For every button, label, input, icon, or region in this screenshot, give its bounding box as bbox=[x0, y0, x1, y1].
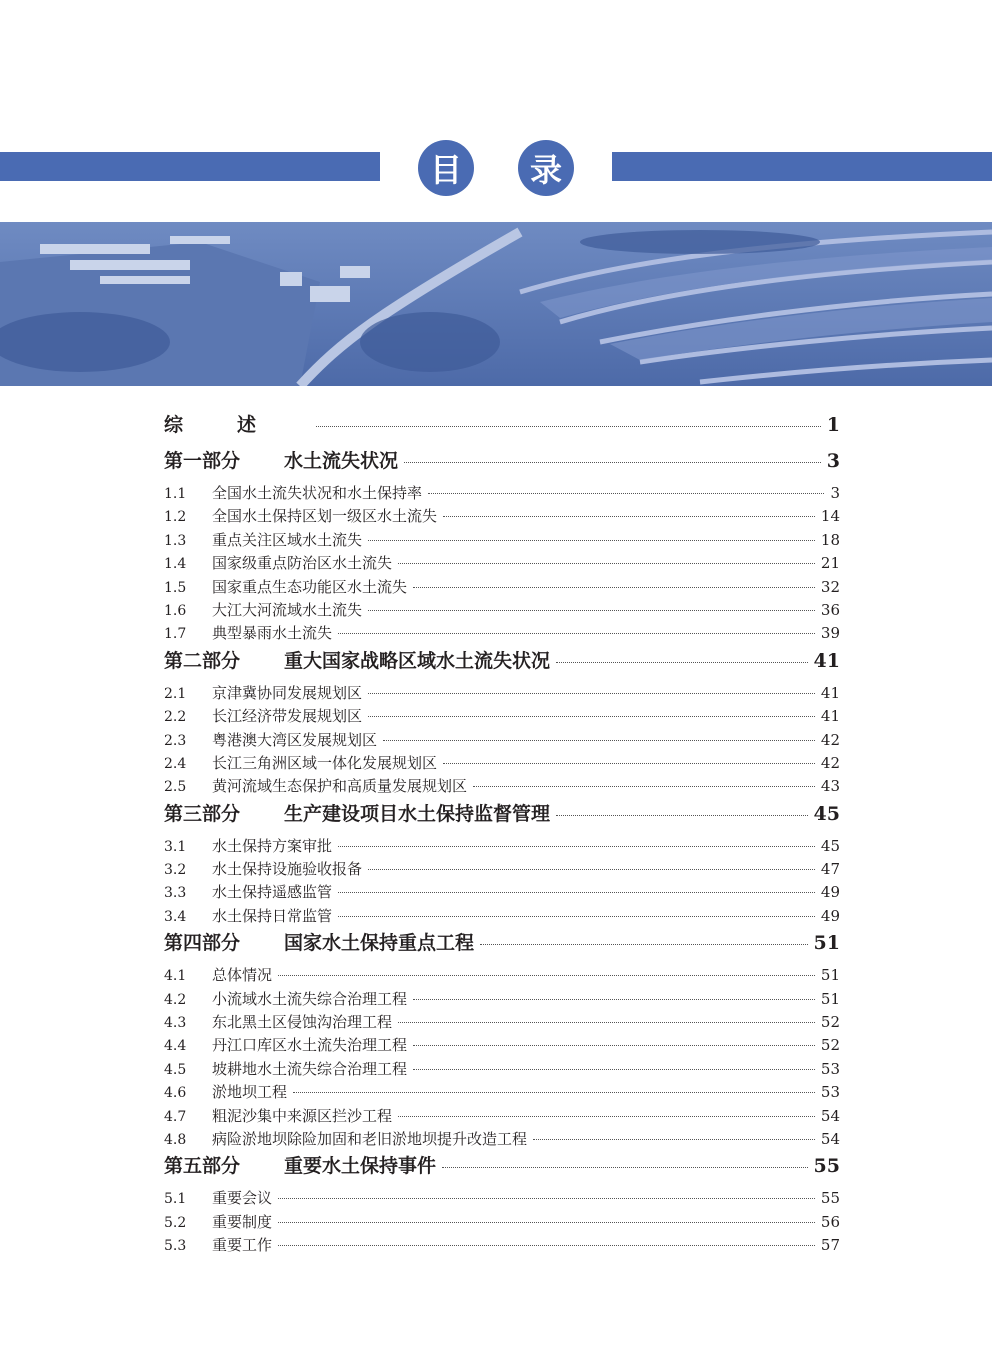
toc-page-number: 21 bbox=[820, 554, 840, 573]
toc-item-title: 淤地坝工程 bbox=[212, 1083, 288, 1102]
toc-item[interactable] bbox=[164, 775, 840, 798]
dot-leader bbox=[316, 426, 821, 427]
dot-leader bbox=[338, 846, 815, 847]
toc-part-title: 重要水土保持事件 bbox=[284, 1155, 437, 1178]
toc-item-title: 国家级重点防治区水土流失 bbox=[212, 554, 393, 573]
toc-item-number: 4.2 bbox=[164, 991, 187, 1008]
toc-part[interactable] bbox=[164, 928, 840, 964]
toc-item[interactable] bbox=[164, 529, 840, 552]
toc-item-title: 重要会议 bbox=[212, 1189, 273, 1208]
toc-item-number: 4.4 bbox=[164, 1038, 187, 1055]
toc-part-number: 第二部分 bbox=[164, 649, 241, 672]
toc-page-number: 1 bbox=[826, 414, 840, 436]
toc-item[interactable] bbox=[164, 1187, 840, 1210]
toc-overview-label: 综述 bbox=[164, 414, 311, 436]
toc-item-title: 长江经济带发展规划区 bbox=[212, 707, 363, 726]
toc-item[interactable] bbox=[164, 1081, 840, 1104]
toc-item[interactable] bbox=[164, 576, 840, 599]
toc-item-number: 4.5 bbox=[164, 1061, 187, 1078]
toc-item-number: 1.5 bbox=[164, 579, 187, 596]
toc-item-number: 5.1 bbox=[164, 1191, 187, 1208]
toc-item-title: 小流域水土流失综合治理工程 bbox=[212, 989, 408, 1008]
toc-part-title: 重大国家战略区域水土流失状况 bbox=[284, 649, 551, 672]
toc-item[interactable] bbox=[164, 835, 840, 858]
toc-item-number: 3.3 bbox=[164, 885, 187, 902]
dot-leader bbox=[368, 540, 815, 541]
toc-item[interactable] bbox=[164, 881, 840, 904]
dot-leader bbox=[338, 916, 815, 917]
toc-item[interactable] bbox=[164, 552, 840, 575]
toc-item-number: 1.2 bbox=[164, 509, 187, 526]
table-of-contents bbox=[164, 410, 840, 1258]
toc-item-title: 水土保持方案审批 bbox=[212, 836, 333, 855]
toc-item-title: 病险淤地坝除险加固和老旧淤地坝提升改造工程 bbox=[212, 1129, 528, 1148]
toc-page-number: 18 bbox=[820, 530, 840, 549]
toc-item[interactable] bbox=[164, 1011, 840, 1034]
dot-leader bbox=[398, 563, 815, 564]
toc-item-number: 4.6 bbox=[164, 1085, 187, 1102]
toc-part[interactable] bbox=[164, 646, 840, 682]
title-char-1: 目 bbox=[418, 140, 474, 196]
dot-leader bbox=[278, 1222, 815, 1223]
toc-item-number: 4.3 bbox=[164, 1015, 187, 1032]
toc-item[interactable] bbox=[164, 858, 840, 881]
toc-item[interactable] bbox=[164, 964, 840, 987]
toc-item-number: 1.6 bbox=[164, 602, 187, 619]
toc-page-number: 53 bbox=[820, 1059, 840, 1078]
toc-item-number: 4.7 bbox=[164, 1108, 187, 1125]
toc-part[interactable] bbox=[164, 1151, 840, 1187]
toc-part-number: 第五部分 bbox=[164, 1155, 241, 1178]
toc-page-number: 49 bbox=[820, 906, 840, 925]
toc-page-number: 41 bbox=[820, 707, 840, 726]
dot-leader bbox=[556, 662, 808, 663]
dot-leader bbox=[413, 1045, 815, 1046]
toc-item[interactable] bbox=[164, 752, 840, 775]
toc-page-number: 41 bbox=[813, 649, 840, 672]
toc-part[interactable] bbox=[164, 446, 840, 482]
toc-page-number: 49 bbox=[820, 883, 840, 902]
dot-leader bbox=[278, 1198, 815, 1199]
toc-page-number: 51 bbox=[820, 989, 840, 1008]
toc-page-number: 55 bbox=[813, 1155, 840, 1178]
toc-page-number: 54 bbox=[820, 1106, 840, 1125]
toc-page-number: 43 bbox=[820, 777, 840, 796]
toc-item-number: 2.5 bbox=[164, 779, 187, 796]
dot-leader bbox=[278, 1245, 815, 1246]
toc-page-number: 42 bbox=[820, 730, 840, 749]
toc-item-title: 粤港澳大湾区发展规划区 bbox=[212, 730, 378, 749]
toc-item-title: 京津冀协同发展规划区 bbox=[212, 683, 363, 702]
dot-leader bbox=[428, 493, 824, 494]
dot-leader bbox=[293, 1092, 815, 1093]
toc-item[interactable] bbox=[164, 705, 840, 728]
toc-page-number: 54 bbox=[820, 1129, 840, 1148]
toc-item[interactable] bbox=[164, 1128, 840, 1151]
toc-item-number: 2.1 bbox=[164, 685, 187, 702]
toc-item[interactable] bbox=[164, 1058, 840, 1081]
toc-item[interactable] bbox=[164, 905, 840, 928]
dot-leader bbox=[443, 516, 815, 517]
toc-item-number: 2.4 bbox=[164, 755, 187, 772]
dot-leader bbox=[413, 999, 815, 1000]
toc-item-title: 典型暴雨水土流失 bbox=[212, 624, 333, 643]
toc-item[interactable] bbox=[164, 482, 840, 505]
dot-leader bbox=[556, 815, 808, 816]
toc-item-title: 粗泥沙集中来源区拦沙工程 bbox=[212, 1106, 393, 1125]
toc-item-number: 1.7 bbox=[164, 626, 187, 643]
dot-leader bbox=[383, 740, 815, 741]
toc-item-title: 水土保持遥感监管 bbox=[212, 883, 333, 902]
toc-page-number: 3 bbox=[830, 484, 840, 502]
toc-item[interactable] bbox=[164, 988, 840, 1011]
toc-item-title: 重要工作 bbox=[212, 1236, 273, 1255]
toc-part-number: 第一部分 bbox=[164, 450, 241, 472]
dot-leader bbox=[413, 1069, 815, 1070]
toc-item-number: 2.2 bbox=[164, 709, 187, 726]
toc-page-number: 55 bbox=[820, 1189, 840, 1208]
header-bar-right bbox=[612, 152, 992, 181]
toc-item-title: 坡耕地水土流失综合治理工程 bbox=[212, 1059, 408, 1078]
toc-item[interactable] bbox=[164, 1034, 840, 1057]
toc-item-number: 2.3 bbox=[164, 732, 187, 749]
toc-page-number: 45 bbox=[820, 836, 840, 855]
dot-leader bbox=[413, 587, 815, 588]
toc-item-number: 4.1 bbox=[164, 968, 187, 985]
toc-part-title: 生产建设项目水土保持监督管理 bbox=[284, 802, 551, 825]
dot-leader bbox=[368, 716, 815, 717]
toc-item[interactable] bbox=[164, 682, 840, 705]
toc-part[interactable] bbox=[164, 799, 840, 835]
toc-item[interactable] bbox=[164, 729, 840, 752]
toc-item-number: 1.3 bbox=[164, 532, 187, 549]
toc-item-title: 大江大河流域水土流失 bbox=[212, 600, 363, 619]
toc-item-number: 1.4 bbox=[164, 556, 187, 573]
dot-leader bbox=[368, 869, 815, 870]
toc-part-number: 第三部分 bbox=[164, 802, 241, 825]
toc-page-number: 42 bbox=[820, 753, 840, 772]
dot-leader bbox=[368, 693, 815, 694]
toc-page-number: 47 bbox=[820, 860, 840, 879]
toc-item-title: 全国水土保持区划一级区水土流失 bbox=[212, 507, 438, 526]
toc-item-title: 东北黑土区侵蚀沟治理工程 bbox=[212, 1013, 393, 1032]
toc-item[interactable] bbox=[164, 622, 840, 645]
toc-item-title: 国家重点生态功能区水土流失 bbox=[212, 577, 408, 596]
toc-item[interactable] bbox=[164, 505, 840, 528]
dot-leader bbox=[368, 610, 815, 611]
toc-item-title: 长江三角洲区域一体化发展规划区 bbox=[212, 753, 438, 772]
toc-item-title: 全国水土流失状况和水土保持率 bbox=[212, 484, 423, 502]
dot-leader bbox=[278, 975, 815, 976]
toc-part-title: 国家水土保持重点工程 bbox=[284, 932, 475, 955]
toc-item-number: 3.4 bbox=[164, 908, 187, 925]
dot-leader bbox=[480, 944, 808, 945]
toc-page-number: 51 bbox=[813, 932, 840, 955]
toc-item-number: 5.3 bbox=[164, 1238, 187, 1255]
header-bar-left bbox=[0, 152, 380, 181]
toc-page-number: 41 bbox=[820, 683, 840, 702]
toc-item-number: 4.8 bbox=[164, 1131, 187, 1148]
toc-page-number: 39 bbox=[820, 624, 840, 643]
toc-page-number: 3 bbox=[826, 450, 840, 472]
toc-page-number: 32 bbox=[820, 577, 840, 596]
toc-item-title: 总体情况 bbox=[212, 966, 273, 985]
toc-item-title: 水土保持设施验收报备 bbox=[212, 860, 363, 879]
toc-item[interactable] bbox=[164, 1105, 840, 1128]
dot-leader bbox=[404, 462, 821, 463]
toc-page-number: 53 bbox=[820, 1083, 840, 1102]
dot-leader bbox=[533, 1139, 815, 1140]
dot-leader bbox=[338, 633, 815, 634]
dot-leader bbox=[473, 786, 815, 787]
toc-item-title: 黄河流域生态保护和高质量发展规划区 bbox=[212, 777, 468, 796]
toc-item-number: 3.2 bbox=[164, 862, 187, 879]
banner-landscape-image bbox=[0, 222, 992, 386]
toc-page-number: 52 bbox=[820, 1036, 840, 1055]
dot-leader bbox=[442, 1167, 808, 1168]
toc-item-number: 5.2 bbox=[164, 1214, 187, 1231]
dot-leader bbox=[443, 763, 815, 764]
toc-part-title: 水土流失状况 bbox=[284, 450, 399, 472]
toc-item[interactable] bbox=[164, 1234, 840, 1257]
toc-item-title: 重要制度 bbox=[212, 1212, 273, 1231]
toc-item-title: 丹江口库区水土流失治理工程 bbox=[212, 1036, 408, 1055]
toc-item-title: 重点关注区域水土流失 bbox=[212, 530, 363, 549]
toc-item[interactable] bbox=[164, 1211, 840, 1234]
toc-item-number: 1.1 bbox=[164, 486, 187, 502]
toc-overview[interactable] bbox=[164, 410, 840, 446]
toc-page-number: 14 bbox=[820, 507, 840, 526]
dot-leader bbox=[338, 892, 815, 893]
dot-leader bbox=[398, 1116, 815, 1117]
toc-item-number: 3.1 bbox=[164, 838, 187, 855]
toc-part-number: 第四部分 bbox=[164, 932, 241, 955]
title-char-2: 录 bbox=[518, 140, 574, 196]
toc-page-number: 57 bbox=[820, 1236, 840, 1255]
toc-item[interactable] bbox=[164, 599, 840, 622]
toc-page-number: 52 bbox=[820, 1013, 840, 1032]
toc-page-number: 51 bbox=[820, 966, 840, 985]
toc-page-number: 36 bbox=[820, 600, 840, 619]
toc-page-number: 45 bbox=[813, 802, 840, 825]
toc-item-title: 水土保持日常监管 bbox=[212, 906, 333, 925]
dot-leader bbox=[398, 1022, 815, 1023]
toc-page-number: 56 bbox=[820, 1212, 840, 1231]
